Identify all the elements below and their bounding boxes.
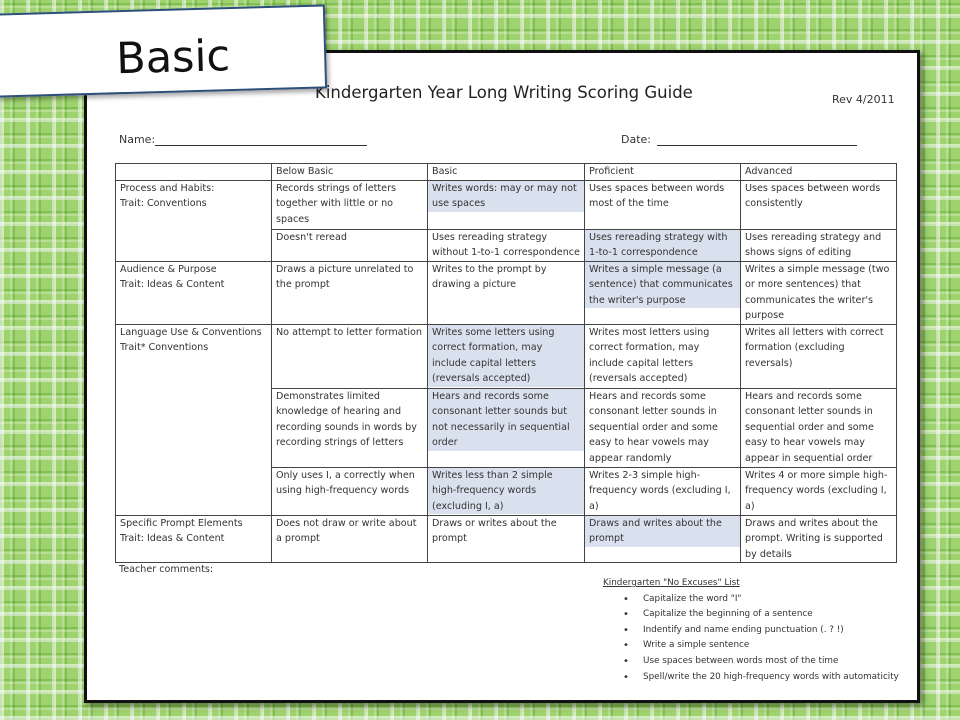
advanced-cell: Writes a simple message (two or more sentences) that communicates the writer's purpose (741, 261, 897, 324)
list-item: • Use spaces between words most of the time (643, 654, 899, 670)
basic-cell (428, 180, 585, 229)
below-basic-cell: Doesn't reread (272, 229, 428, 261)
advanced-cell: Draws and writes about the prompt. Writing is supported by details (741, 515, 897, 563)
basic-cell: Writes to the prompt by drawing a picture (428, 261, 585, 324)
category-cell (116, 180, 272, 261)
basic-label: Basic (115, 31, 231, 85)
proficient-cell (585, 515, 741, 563)
below-basic-cell: Only uses I, a correctly when using high-frequency words (272, 467, 428, 515)
below-basic-cell: Draws a picture unrelated to the prompt (272, 261, 428, 324)
category-trait: Trait: Conventions (120, 198, 207, 209)
below-basic-cell: No attempt to letter formation (272, 324, 428, 388)
proficient-highlight: Draws and writes about the prompt (585, 516, 740, 547)
no-excuses-list (603, 576, 899, 685)
scoring-rubric-table (115, 163, 897, 563)
proficient-highlight: Writes a simple message (a sentence) that communicates the writer's purpose (585, 262, 740, 309)
below-basic-cell: Demonstrates limited knowledge of hearing and recording sounds in words by recording strings of letters (272, 388, 428, 467)
basic-highlight: Writes words: may or may not use spaces (428, 181, 584, 212)
date-label: Date: (621, 133, 651, 146)
below-basic-cell: Does not draw or write about a prompt (272, 515, 428, 563)
list-item: • Capitalize the beginning of a sentence (643, 607, 899, 623)
proficient-cell: Uses spaces between words most of the time (585, 180, 741, 229)
table-header-row (116, 164, 897, 181)
list-item: • Spell/write the 20 high-frequency words with automaticity (643, 670, 899, 686)
header-cell-category (116, 164, 272, 181)
name-line (155, 135, 367, 146)
category-name: Specific Prompt Elements (120, 517, 243, 529)
list-item: • Write a simple sentence (643, 638, 899, 654)
table-row (116, 324, 897, 388)
proficient-cell (585, 261, 741, 324)
advanced-cell: Hears and records some consonant letter sounds in sequential order and some easy to hear vowels may appear in sequential order (741, 388, 897, 467)
table-row (116, 180, 897, 229)
category-cell (116, 515, 272, 563)
list-item: • Capitalize the word "I" (643, 592, 899, 608)
basic-cell: Uses rereading strategy without 1-to-1 correspondence (428, 229, 585, 261)
below-basic-cell: Records strings of letters together with little or no spaces (272, 180, 428, 229)
category-name: Language Use & Conventions (120, 326, 262, 338)
category-name: Process and Habits: (120, 182, 215, 194)
basic-highlight: Writes less than 2 simple high-frequency words (excluding I, a) (428, 468, 584, 515)
advanced-cell: Uses rereading strategy and shows signs of editing (741, 229, 897, 261)
proficient-cell: Hears and records some consonant letter sounds in sequential order and some easy to hear vowels may appear randomly (585, 388, 741, 467)
proficient-highlight: Uses rereading strategy with 1-to-1 correspondence (585, 230, 740, 261)
no-excuses-items (603, 592, 899, 686)
category-trait: Trait* Conventions (120, 342, 209, 353)
scoring-guide-sheet (84, 50, 920, 703)
name-label: Name: (119, 133, 156, 146)
basic-cell: Draws or writes about the prompt (428, 515, 585, 563)
advanced-cell: Writes 4 or more simple high-frequency words (excluding I, a) (741, 467, 897, 515)
header-cell-basic: Basic (428, 164, 585, 181)
advanced-cell: Writes all letters with correct formation (excluding reversals) (741, 324, 897, 388)
basic-highlight: Hears and records some consonant letter sounds but not necessarily in sequential order (428, 389, 584, 451)
category-cell (116, 324, 272, 515)
no-excuses-title: Kindergarten "No Excuses" List (603, 578, 740, 588)
name-field (119, 133, 367, 146)
advanced-cell: Uses spaces between words consistently (741, 180, 897, 229)
category-name: Audience & Purpose (120, 263, 217, 275)
header-cell-advanced: Advanced (741, 164, 897, 181)
category-cell (116, 261, 272, 324)
list-item: • Indentify and name ending punctuation (. ? !) (643, 623, 899, 639)
teacher-comments-label: Teacher comments: (119, 564, 214, 575)
revision-label: Rev 4/2011 (832, 93, 895, 106)
header-cell-below-basic: Below Basic (272, 164, 428, 181)
basic-cell (428, 324, 585, 388)
basic-highlight: Writes some letters using correct formation, may include capital letters (reversals accepted) (428, 325, 584, 387)
table-row (116, 515, 897, 563)
header-cell-proficient: Proficient (585, 164, 741, 181)
table-row (116, 261, 897, 324)
basic-label-box (0, 4, 327, 97)
proficient-cell: Writes most letters using correct formation, may include capital letters (reversals accepted) (585, 324, 741, 388)
category-trait: Trait: Ideas & Content (120, 279, 225, 290)
proficient-cell (585, 229, 741, 261)
category-trait: Trait: Ideas & Content (120, 533, 225, 544)
date-field (621, 133, 857, 146)
date-line (657, 135, 857, 146)
basic-cell (428, 388, 585, 467)
document-title: Kindergarten Year Long Writing Scoring Guide (315, 83, 693, 102)
basic-cell (428, 467, 585, 515)
proficient-cell: Writes 2-3 simple high-frequency words (excluding I, a) (585, 467, 741, 515)
